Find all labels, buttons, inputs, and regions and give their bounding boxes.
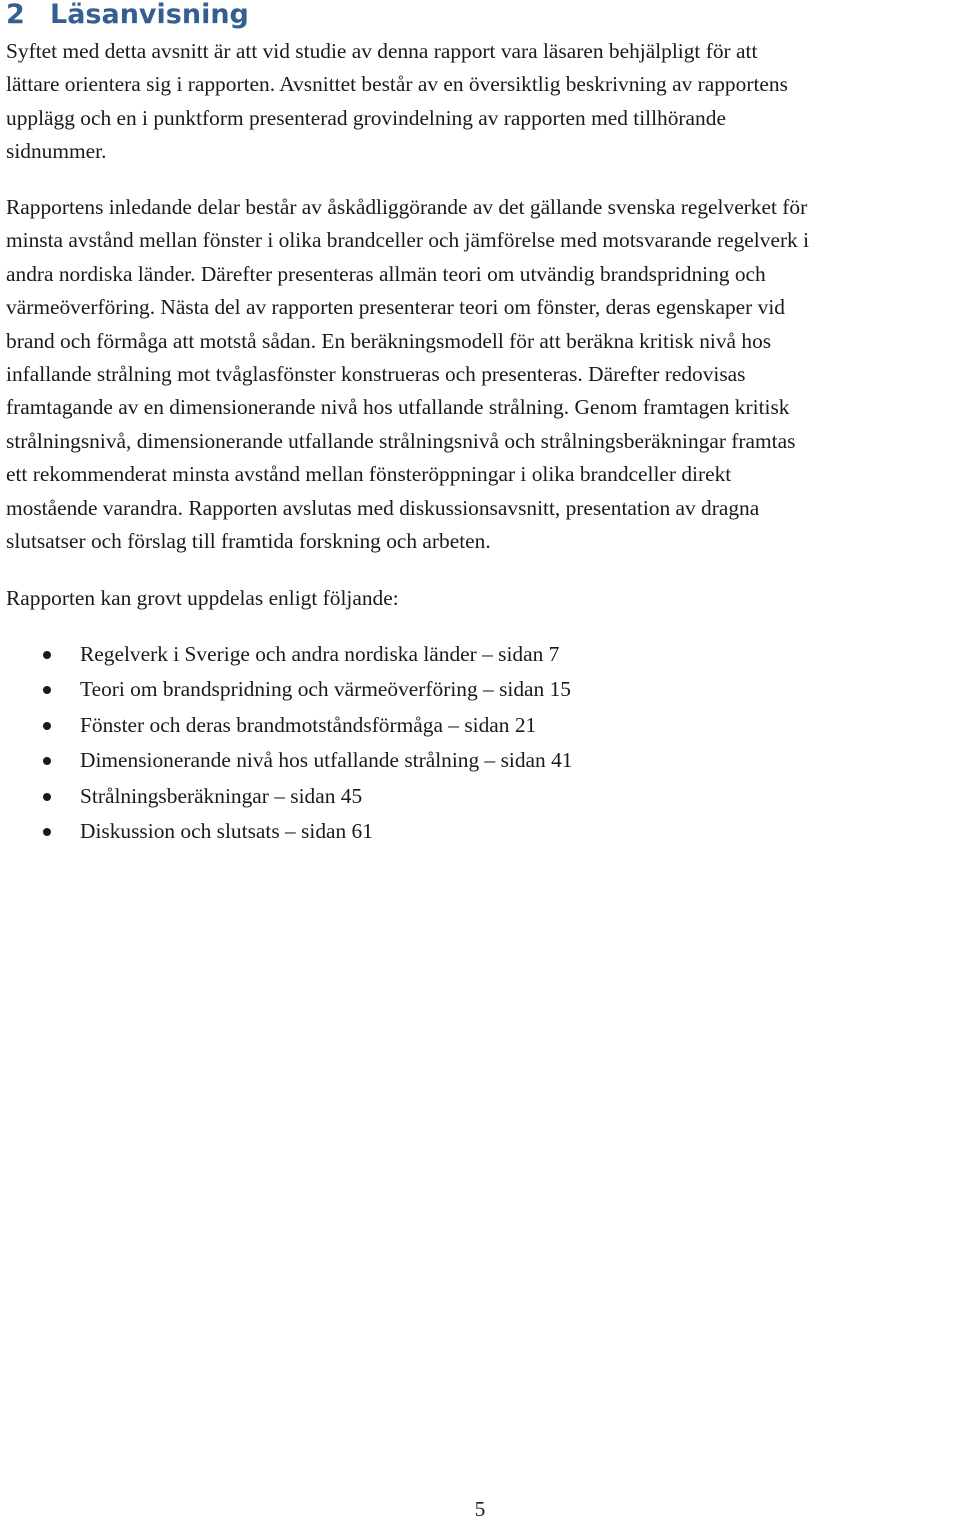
paragraph-line: Syftet med detta avsnitt är att vid studie av denna rapport vara läsaren behjälpligt för att: [6, 39, 758, 63]
paragraph-line: infallande strålning mot tvåglasfönster konstrueras och presenteras. Därefter redovisas: [6, 362, 746, 387]
paragraph-line: slutsatser och förslag till framtida forskning och arbeten.: [6, 529, 491, 554]
paragraph-line: upplägg och en i punktform presenterad grovindelning av rapporten med tillhörande: [6, 105, 726, 130]
list-item-text: Teori om brandspridning och värmeöverföring – sidan 15: [80, 677, 571, 702]
bullet-icon: [43, 757, 51, 765]
list-item-text: Diskussion och slutsats – sidan 61: [80, 818, 373, 843]
bullet-icon: [43, 722, 51, 730]
bullet-icon: [43, 651, 51, 659]
list-item-text: Fönster och deras brandmotståndsförmåga – sidan 21: [80, 712, 537, 737]
paragraph-line: andra nordiska länder. Därefter presenteras allmän teori om utvändig brandspridning och: [6, 261, 766, 286]
paragraph-line: brand och förmåga att motstå sådan. En beräkningsmodell för att beräkna kritisk nivå hos: [6, 328, 772, 353]
paragraph-line: Rapportens inledande delar består av åskådliggörande av det gällande svenska regelverket för: [6, 195, 808, 219]
bullet-icon: [43, 686, 51, 694]
list-item-text: Dimensionerande nivå hos utfallande strålning – sidan 41: [80, 748, 573, 773]
list-item-text: Regelverk i Sverige och andra nordiska länder – sidan 7: [80, 642, 560, 666]
paragraph-line: strålningsnivå, dimensionerande utfallande strålningsnivå och strålningsberäkningar framtas: [6, 428, 796, 453]
intro-paragraph: [6, 35, 958, 169]
list-intro-paragraph: [6, 582, 958, 615]
paragraph-line: minsta avstånd mellan fönster i olika brandceller och jämförelse med motsvarande regelverk i: [6, 228, 810, 253]
section-number: 2: [6, 0, 25, 30]
section-heading: [6, 0, 249, 32]
paragraph-line: ett rekommenderat minsta avstånd mellan fönsteröppningar i olika brandceller direkt: [6, 462, 732, 487]
page-number: 5: [474, 1497, 486, 1521]
paragraph-line: lättare orientera sig i rapporten. Avsnittet består av en översiktlig beskrivning av rapportens: [6, 72, 788, 97]
paragraph-line: Rapporten kan grovt uppdelas enligt följande:: [6, 586, 399, 610]
bullet-icon: [43, 828, 51, 836]
bullet-icon: [43, 793, 51, 801]
section-title: Läsanvisning: [50, 0, 249, 30]
paragraph-line: framtagande av en dimensionerande nivå hos utfallande strålning. Genom framtagen kritisk: [6, 395, 790, 420]
list-item-text: Strålningsberäkningar – sidan 45: [80, 783, 363, 808]
paragraph-line: sidnummer.: [6, 139, 107, 164]
paragraph-line: mostående varandra. Rapporten avslutas med diskussionsavsnitt, presentation av dragna: [6, 495, 760, 520]
paragraph-line: värmeöverföring. Nästa del av rapporten presenterar teori om fönster, deras egenskaper vid: [6, 295, 785, 320]
summary-paragraph: [6, 191, 958, 558]
